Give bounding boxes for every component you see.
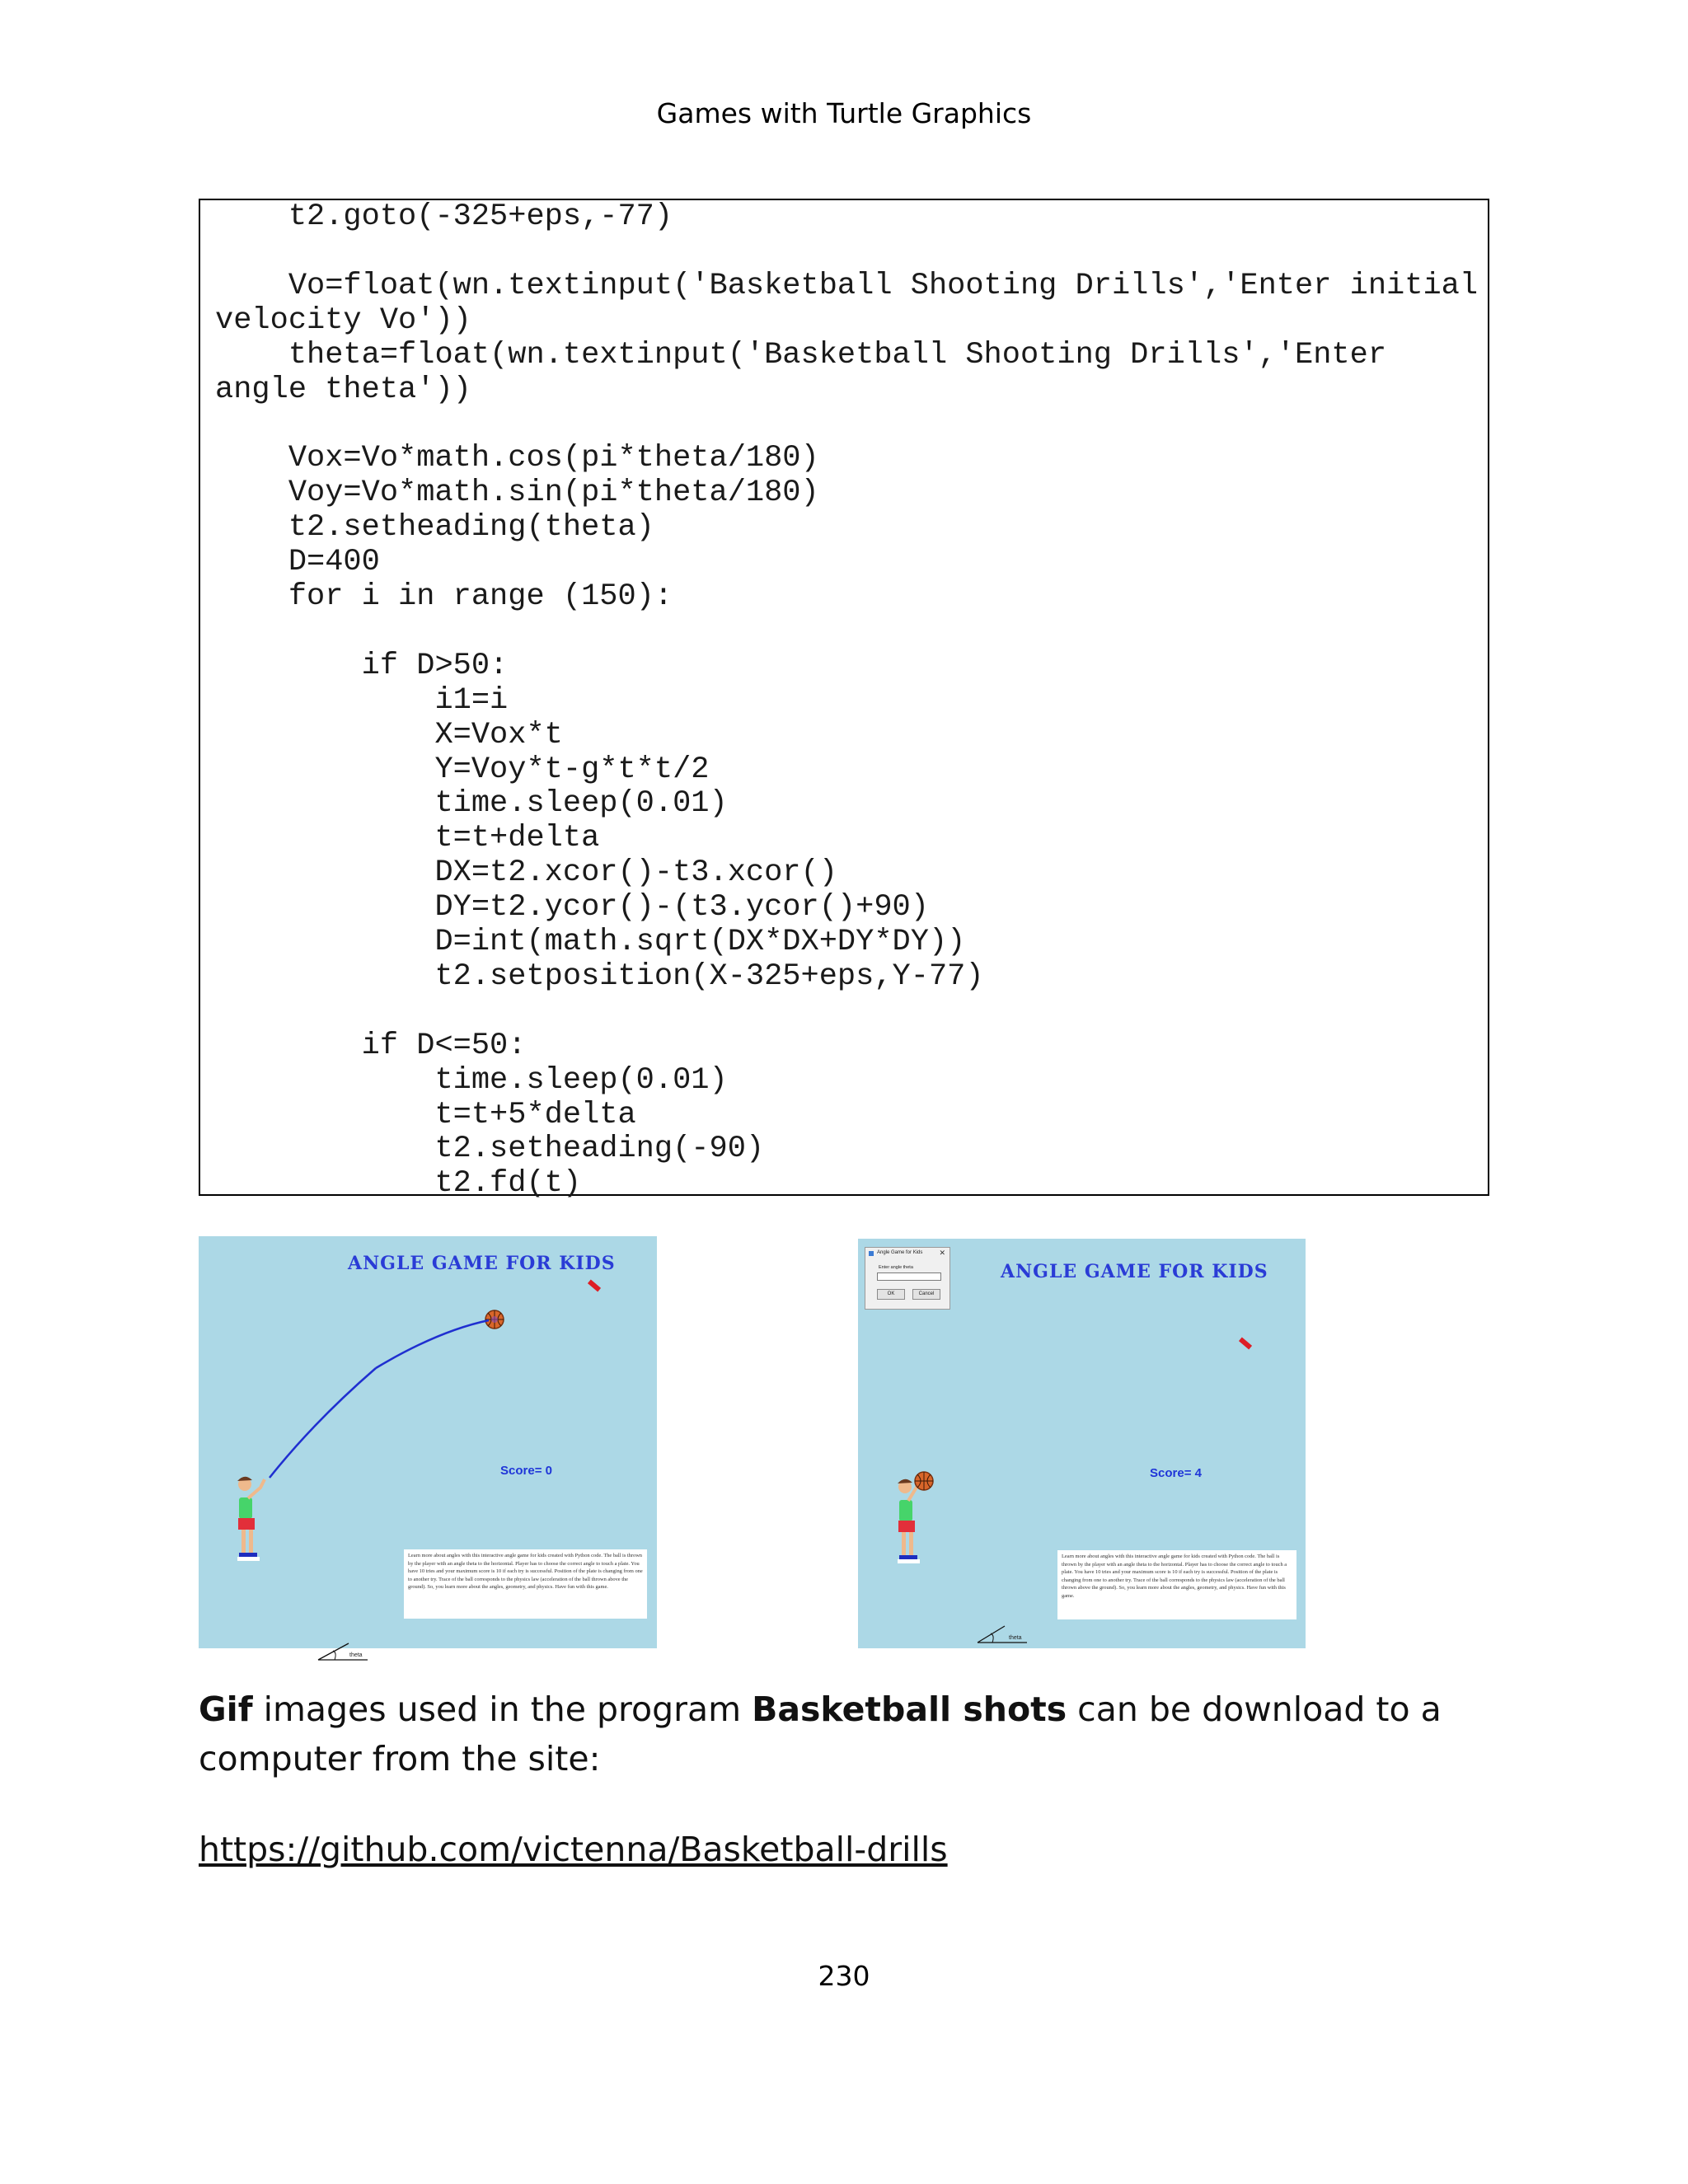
code-line: X=Vox*t bbox=[215, 717, 563, 752]
code-line bbox=[215, 407, 1488, 442]
code-line: Voy=Vo*math.sin(pi*theta/180) bbox=[215, 476, 819, 511]
code-line: t2.setheading(-90) bbox=[215, 1132, 765, 1167]
code-line: i1=i bbox=[215, 682, 509, 718]
code-line: if D>50: bbox=[215, 648, 509, 683]
code-line: D=400 bbox=[215, 545, 380, 580]
bold-program-name: Basketball shots bbox=[752, 1690, 1067, 1729]
player-figure bbox=[898, 1479, 920, 1563]
trajectory-end bbox=[376, 1320, 489, 1368]
code-line: Vo=float(wn.textinput('Basketball Shooting Drills','Enter initial bbox=[215, 268, 1479, 303]
dialog-prompt: Enter angle theta bbox=[879, 1265, 913, 1270]
score-label: Score= 4 bbox=[1150, 1466, 1202, 1480]
angle-input-dialog bbox=[865, 1247, 950, 1310]
close-icon[interactable]: ✕ bbox=[939, 1249, 945, 1257]
code-line: DY=t2.ycor()-(t3.ycor()+90) bbox=[215, 890, 929, 926]
code-line bbox=[215, 615, 1488, 649]
target-plate bbox=[588, 1280, 601, 1292]
code-line: Vox=Vo*math.cos(pi*theta/180) bbox=[215, 441, 819, 476]
game-screenshot-left bbox=[199, 1236, 657, 1658]
angle-input[interactable] bbox=[877, 1272, 941, 1281]
body-paragraph bbox=[199, 1685, 1489, 1783]
paragraph-text-1: images used in the program bbox=[252, 1690, 753, 1729]
code-line: t2.setposition(X-325+eps,Y-77) bbox=[215, 958, 984, 994]
game-title: ANGLE GAME FOR KIDS bbox=[348, 1253, 616, 1274]
page-number: 230 bbox=[818, 1960, 870, 1992]
basketball-icon bbox=[915, 1472, 933, 1490]
game-title: ANGLE GAME FOR KIDS bbox=[1001, 1261, 1268, 1282]
code-listing-box bbox=[199, 199, 1489, 1202]
code-line: t2.fd(t) bbox=[215, 1166, 582, 1202]
paragraph-text-2: can be download to a computer from the site: bbox=[199, 1690, 1442, 1779]
dialog-title: Angle Game for Kids bbox=[877, 1250, 923, 1255]
code-line: t2.setheading(theta) bbox=[215, 510, 654, 546]
code-line: time.sleep(0.01) bbox=[215, 1062, 728, 1098]
ok-button[interactable]: OK bbox=[877, 1289, 905, 1300]
github-link[interactable]: https://github.com/victenna/Basketball-drills bbox=[199, 1830, 948, 1869]
code-line: theta=float(wn.textinput('Basketball Shooting Drills','Enter bbox=[215, 337, 1387, 373]
feather-icon bbox=[869, 1251, 874, 1256]
angle-label: theta bbox=[349, 1652, 363, 1658]
code-listing bbox=[200, 200, 1488, 1202]
player-figure bbox=[237, 1477, 265, 1561]
angle-label: theta bbox=[1009, 1635, 1022, 1641]
code-line bbox=[215, 995, 1488, 1029]
code-line: velocity Vo')) bbox=[215, 302, 471, 338]
game-description: Learn more about angles with this interactive angle game for kids created with Python code. The ball is thrown by the player with an angle theta to the horizontal. Player has to choose the correct angle to touch a plate. You have 10 tries and your maximum score is 10 if each try is successful. Position of the plate is changing from one to another try. Trace of the ball corresponds to the physics law (acceleration of the ball thrown above the ground). So, you learn more about the angles, geometry, and physics. Have fun with this game. bbox=[404, 1549, 647, 1619]
game-description: Learn more about angles with this interactive angle game for kids created with Python code. The ball is thrown by the player with an angle theta to the horizontal. Player has to choose the correct angle to touch a plate. You have 10 tries and your maximum score is 10 if each try is successful. Position of the plate is changing from one to another try. Trace of the ball corresponds to the physics law (acceleration of the ball thrown above the ground). So, you learn more about the angles, geometry, and physics. Have fun with this game. bbox=[1057, 1550, 1296, 1619]
code-line: D=int(math.sqrt(DX*DX+DY*DY)) bbox=[215, 925, 966, 960]
bold-gif: Gif bbox=[199, 1690, 253, 1729]
code-line: DX=t2.xcor()-t3.xcor() bbox=[215, 855, 837, 891]
code-line: if D<=50: bbox=[215, 1028, 527, 1063]
code-line: t2.goto(-325+eps,-77) bbox=[215, 199, 673, 234]
code-line: t=t+5*delta bbox=[215, 1097, 636, 1132]
target-plate bbox=[1239, 1338, 1252, 1350]
game-screenshot-right bbox=[858, 1239, 1306, 1648]
code-line: for i in range (150): bbox=[215, 579, 673, 614]
running-header: Games with Turtle Graphics bbox=[656, 97, 1032, 129]
cancel-button[interactable]: Cancel bbox=[912, 1289, 940, 1300]
code-line: angle theta')) bbox=[215, 372, 471, 407]
code-line: time.sleep(0.01) bbox=[215, 786, 728, 822]
ball-trajectory bbox=[270, 1368, 376, 1478]
score-label: Score= 0 bbox=[500, 1464, 552, 1478]
code-line bbox=[215, 235, 1488, 269]
code-line: Y=Voy*t-g*t*t/2 bbox=[215, 752, 710, 787]
code-line: t=t+delta bbox=[215, 821, 600, 856]
